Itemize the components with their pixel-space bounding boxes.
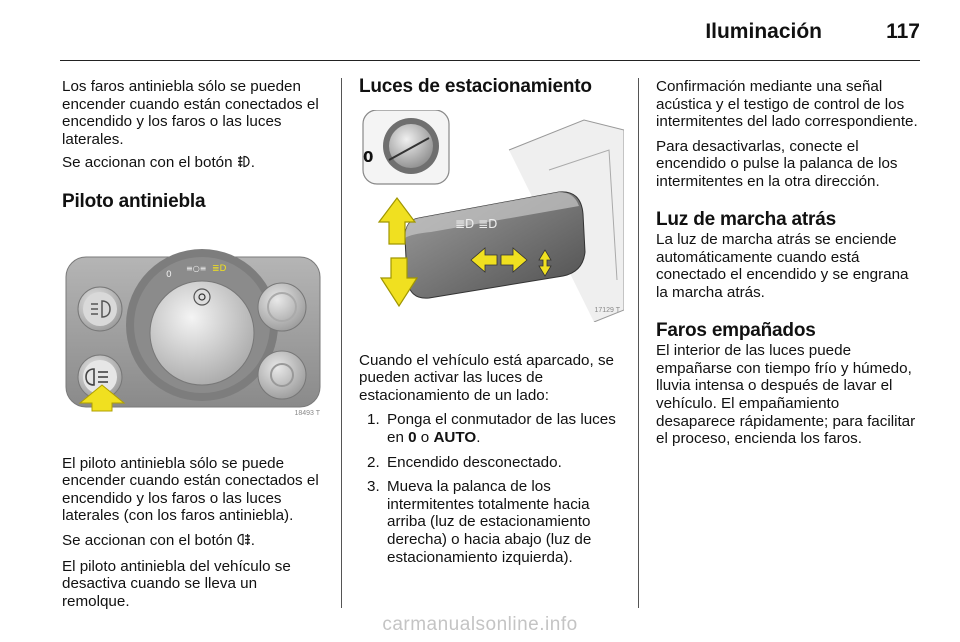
steps-list bbox=[359, 411, 624, 566]
header-title: Iluminación bbox=[705, 20, 822, 43]
paragraph: La luz de marcha atrás se enciende automáticamente cuando está conectado el encendido y se engrana la marcha atrás. bbox=[656, 231, 909, 301]
paragraph bbox=[62, 532, 324, 551]
text: o bbox=[416, 428, 434, 446]
text: . bbox=[250, 154, 256, 172]
parking-light-figure bbox=[359, 110, 624, 322]
paragraph: Para desactivarlas, conecte el encendido o pulse la palanca de los intermitentes en la otra dirección. bbox=[656, 137, 898, 190]
column-middle bbox=[359, 78, 624, 573]
column-left bbox=[62, 78, 324, 617]
bold-text: AUTO bbox=[433, 428, 477, 446]
figure-code: 18493 T bbox=[294, 409, 320, 417]
watermark: carmanualsonline.info bbox=[382, 614, 578, 635]
column-right bbox=[656, 78, 922, 455]
paragraph: Confirmación mediante una señal acústica y el testigo de control de los intermitentes del lado correspondiente. bbox=[656, 78, 918, 131]
bold-text: 0 bbox=[408, 428, 417, 446]
turn-signal-lever-illustration bbox=[359, 110, 624, 322]
svg-text:≣D: ≣D bbox=[212, 263, 227, 274]
svg-text:0: 0 bbox=[166, 269, 172, 280]
text: . bbox=[250, 531, 256, 549]
column-divider bbox=[341, 78, 342, 608]
paragraph: El piloto antiniebla del vehículo se desactiva cuando se lleva un remolque. bbox=[62, 557, 291, 610]
column-divider bbox=[638, 78, 639, 608]
list-item bbox=[359, 478, 624, 566]
page-number: 117 bbox=[886, 20, 920, 43]
text: Mueva la palanca de los intermitentes totalmente hacia arriba (luz de estacionamiento derecha) o hacia abajo (luz de estacionamiento izquierda). bbox=[387, 478, 592, 566]
section-heading: Piloto antiniebla bbox=[62, 190, 206, 212]
section-heading: Luz de marcha atrás bbox=[656, 208, 836, 230]
paragraph: El interior de las luces puede empañarse con tiempo frío y húmedo, lluvia intensa o después de lavar el vehículo. El empañamiento desaparece rápidamente; para facilitar el proceso, encienda los faros. bbox=[656, 342, 916, 448]
section-heading: Faros empañados bbox=[656, 319, 816, 341]
text: Encendido desconectado. bbox=[387, 453, 562, 471]
switch-position-label: 0 bbox=[363, 147, 374, 166]
paragraph: El piloto antiniebla sólo se puede encender cuando están conectados el encendido y los faros o las luces laterales (con los faros antiniebla). bbox=[62, 454, 319, 525]
step-number: 2. bbox=[367, 453, 380, 471]
svg-text:≣D ≣D: ≣D ≣D bbox=[455, 216, 498, 231]
text: Se accionan con el botón bbox=[62, 154, 237, 172]
rear-fog-light-icon bbox=[237, 534, 251, 549]
list-item bbox=[359, 411, 624, 446]
text: . bbox=[476, 428, 481, 446]
front-fog-light-icon bbox=[237, 156, 251, 171]
light-switch-panel-illustration bbox=[62, 235, 324, 425]
fog-light-panel-figure bbox=[62, 235, 324, 425]
text: Se accionan con el botón bbox=[62, 531, 237, 549]
list-item bbox=[359, 454, 624, 472]
paragraph: Cuando el vehículo está aparcado, se pueden activar las luces de estacionamiento de un lado: bbox=[359, 351, 614, 404]
paragraph bbox=[62, 154, 324, 173]
svg-text:≡○≡: ≡○≡ bbox=[186, 263, 207, 273]
paragraph: Los faros antiniebla sólo se pueden encender cuando están conectados el encendido y los faros o las luces laterales. bbox=[62, 78, 319, 148]
section-heading: Luces de estacionamiento bbox=[359, 76, 592, 97]
figure-code: 17129 T bbox=[594, 307, 620, 314]
step-number: 3. bbox=[367, 478, 380, 496]
text: Ponga el conmutador de las luces en bbox=[387, 411, 616, 446]
header-rule bbox=[60, 60, 920, 61]
step-number: 1. bbox=[367, 411, 380, 429]
